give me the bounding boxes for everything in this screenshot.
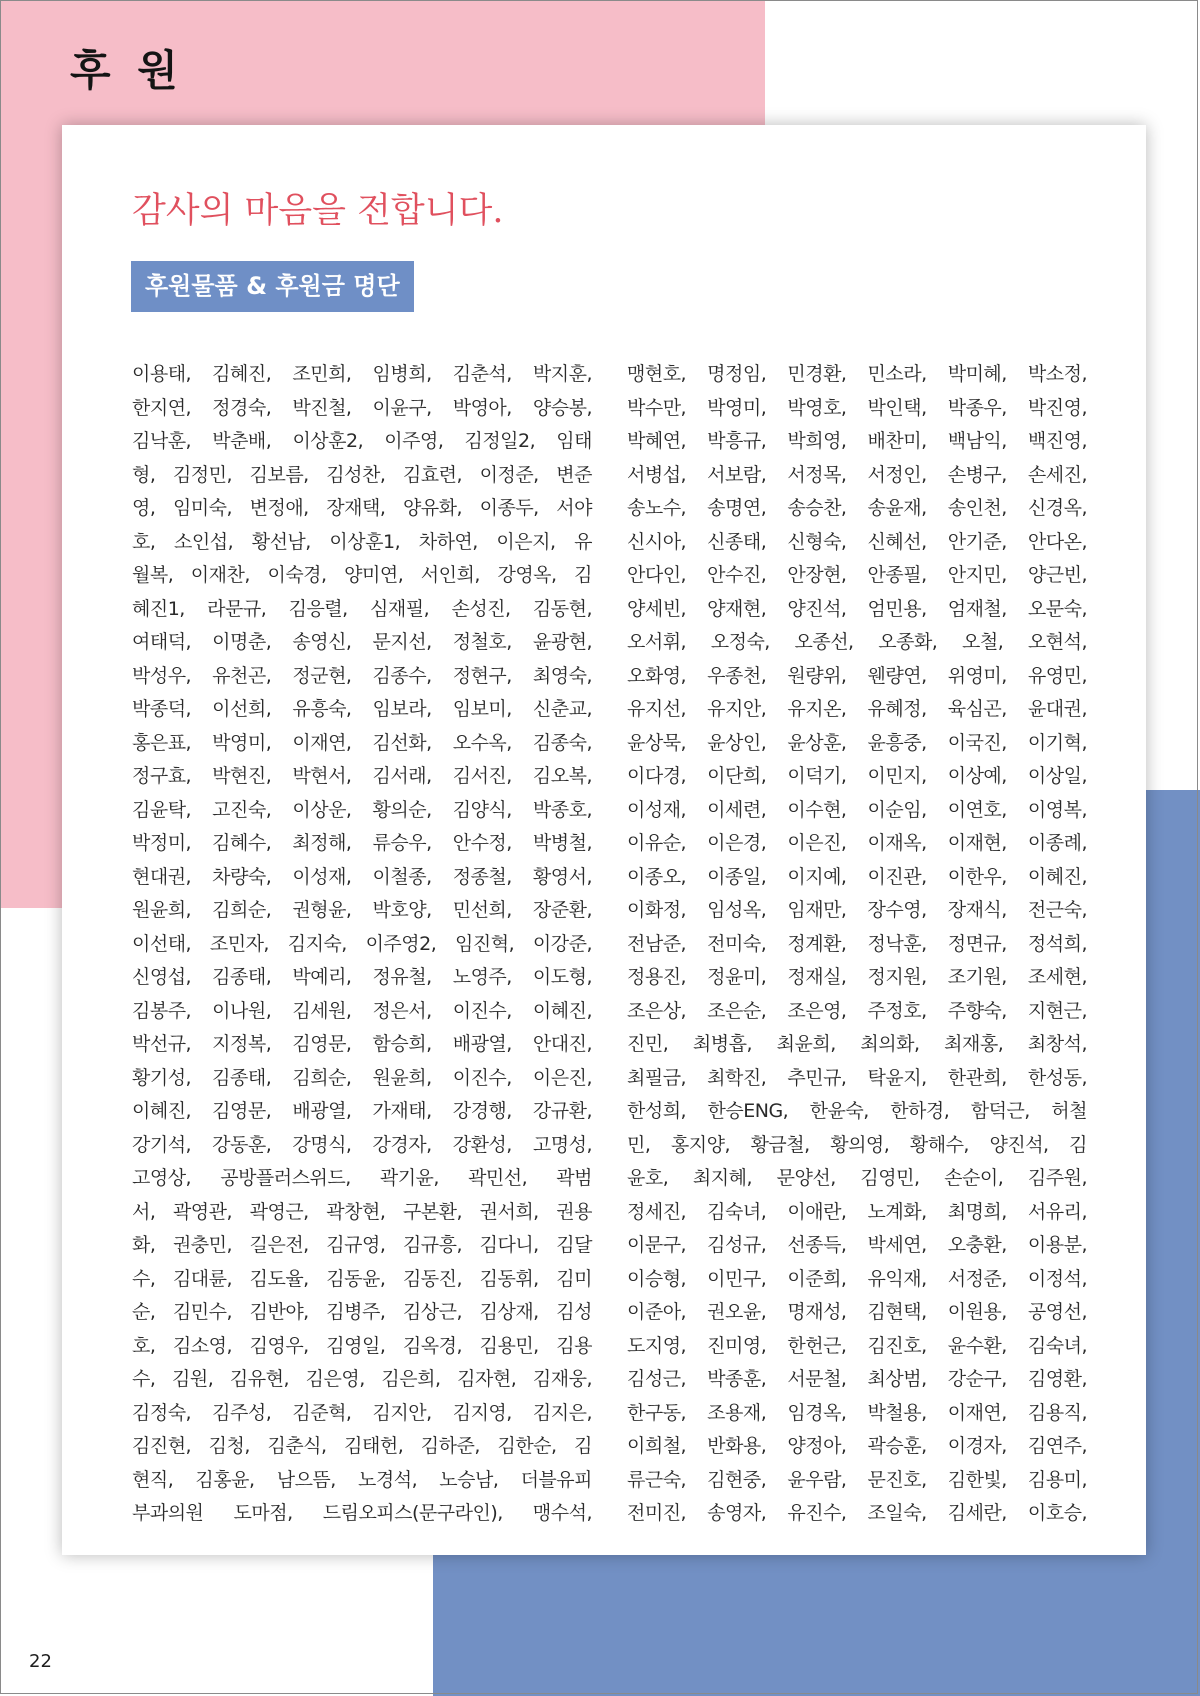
section-title: 후 원	[70, 46, 184, 95]
donor-names-line: 윤상묵, 윤상인, 윤상훈, 윤흥중, 이국진, 이기혁,	[627, 731, 1087, 754]
donor-names-line: 월복, 이재찬, 이숙경, 양미연, 서인희, 강영옥, 김	[132, 564, 592, 586]
donor-names-line: 박혜연, 박흥규, 박희영, 배찬미, 백남익, 백진영,	[627, 430, 1087, 452]
donor-names-line: 김정숙, 김주성, 김준혁, 김지안, 김지영, 김지은,	[132, 1401, 592, 1424]
donor-names-line: 이준아, 권오윤, 명재성, 김현택, 이원용, 공영선,	[627, 1301, 1087, 1323]
donor-names-line: 부과의원 도마점, 드림오피스(문구라인), 맹수석,	[132, 1502, 592, 1524]
donor-names-line: 강기석, 강동훈, 강명식, 강경자, 강환성, 고명성,	[132, 1133, 592, 1156]
donor-names-line: 유지선, 유지안, 유지온, 유혜정, 육심곤, 윤대권,	[627, 698, 1087, 720]
donor-names-line: 호, 김소영, 김영우, 김영일, 김옥경, 김용민, 김용	[132, 1334, 592, 1357]
donor-names-line: 이희철, 반화용, 양정아, 곽승훈, 이경자, 김연주,	[627, 1435, 1087, 1457]
donor-names-line: 박수만, 박영미, 박영호, 박인택, 박종우, 박진영,	[627, 396, 1087, 419]
donor-names-line: 맹현호, 명정임, 민경환, 민소라, 박미혜, 박소정,	[627, 363, 1087, 385]
donor-names-line: 서병섭, 서보람, 서정목, 서정인, 손병구, 손세진,	[627, 463, 1087, 486]
donor-names-line: 한지연, 정경숙, 박진철, 이윤구, 박영아, 양승봉,	[132, 396, 592, 419]
donor-names-line: 양세빈, 양재현, 양진석, 엄민용, 엄재철, 오문숙,	[627, 597, 1087, 620]
donor-names-line: 신시아, 신종태, 신형숙, 신혜선, 안기준, 안다온,	[627, 530, 1087, 553]
donor-names-line: 민, 홍지양, 황금철, 황의영, 황해수, 양진석, 김	[627, 1133, 1087, 1156]
donor-names-line: 김성근, 박종훈, 서문철, 최상범, 강순구, 김영환,	[627, 1368, 1087, 1390]
donor-names-line: 혜진1, 라문규, 김응렬, 심재필, 손성진, 김동현,	[132, 597, 592, 620]
donor-names-line: 순, 김민수, 김반야, 김병주, 김상근, 김상재, 김성	[132, 1301, 592, 1323]
donor-names-line: 박종덕, 이선희, 유흥숙, 임보라, 임보미, 신춘교,	[132, 698, 592, 720]
donor-names-line: 최필금, 최학진, 추민규, 탁윤지, 한관희, 한성동,	[627, 1066, 1087, 1089]
donor-names-line: 오서휘, 오정숙, 오종선, 오종화, 오철, 오현석,	[627, 631, 1087, 653]
donor-names-line: 황기성, 김종태, 김희순, 원윤희, 이진수, 이은진,	[132, 1066, 592, 1089]
donor-names-line: 이종오, 이종일, 이지예, 이진관, 이한우, 이혜진,	[627, 865, 1087, 888]
donor-names-line: 이용태, 김혜진, 조민희, 임병희, 김춘석, 박지훈,	[132, 363, 592, 385]
donor-names-line: 김윤탁, 고진숙, 이상운, 황의순, 김양식, 박종호,	[132, 798, 592, 821]
donor-names-line: 여태덕, 이명춘, 송영신, 문지선, 정철호, 윤광현,	[132, 631, 592, 653]
donor-names-line: 도지영, 진미영, 한헌근, 김진호, 윤수환, 김숙녀,	[627, 1334, 1087, 1357]
donor-names-line: 이선태, 조민자, 김지숙, 이주영2, 임진혁, 이강준,	[132, 932, 592, 955]
donor-names-line: 현대권, 차량숙, 이성재, 이철종, 정종철, 황영서,	[132, 865, 592, 888]
donor-names-line: 송노수, 송명연, 송승찬, 송윤재, 송인천, 신경옥,	[627, 497, 1087, 519]
donor-names-line: 정세진, 김숙녀, 이애란, 노계화, 최명희, 서유리,	[627, 1200, 1087, 1223]
donor-names-line: 이혜진, 김영문, 배광열, 가재태, 강경행, 강규환,	[132, 1100, 592, 1122]
donor-names-line: 윤호, 최지혜, 문양선, 김영민, 손순이, 김주원,	[627, 1167, 1087, 1189]
thanks-headline: 감사의 마음을 전합니다.	[132, 191, 504, 231]
donor-names-line: 김진현, 김청, 김춘식, 김태헌, 김하준, 김한순, 김	[132, 1435, 592, 1457]
donor-names-line: 한성희, 한승ENG, 한윤숙, 한하경, 함덕근, 허철	[627, 1100, 1087, 1122]
donor-names-line: 박성우, 유천곤, 정군현, 김종수, 정현구, 최영숙,	[132, 664, 592, 687]
donor-list-badge: 후원물품 & 후원금 명단	[131, 261, 414, 312]
donor-names-line: 수, 김대륜, 김도율, 김동윤, 김동진, 김동휘, 김미	[132, 1267, 592, 1290]
donor-names-line: 박선규, 지정복, 김영문, 함승희, 배광열, 안대진,	[132, 1033, 592, 1055]
donor-names-line: 조은상, 조은순, 조은영, 주정호, 주향숙, 지현근,	[627, 999, 1087, 1022]
donor-names-line: 박정미, 김혜수, 최정해, 류승우, 안수정, 박병철,	[132, 832, 592, 854]
donor-names-right-column	[627, 358, 1087, 1531]
donor-names-line: 이화정, 임성옥, 임재만, 장수영, 장재식, 전근숙,	[627, 899, 1087, 921]
donor-names-line: 오화영, 우종천, 원량위, 웬량연, 위영미, 유영민,	[627, 664, 1087, 687]
donor-names-line: 안다인, 안수진, 안장현, 안종필, 안지민, 양근빈,	[627, 564, 1087, 586]
donor-names-line: 형, 김정민, 김보름, 김성찬, 김효련, 이정준, 변준	[132, 463, 592, 486]
donor-names-line: 진민, 최병흡, 최윤희, 최의화, 최재홍, 최창석,	[627, 1033, 1087, 1055]
donor-names-line: 신영섭, 김종태, 박예리, 정유철, 노영주, 이도형,	[132, 966, 592, 988]
donor-names-line: 이유순, 이은경, 이은진, 이재옥, 이재현, 이종례,	[627, 832, 1087, 854]
donor-names-line: 이문구, 김성규, 선종득, 박세연, 오충환, 이용분,	[627, 1234, 1087, 1256]
donor-names-line: 영, 임미숙, 변정애, 장재택, 양유화, 이종두, 서야	[132, 497, 592, 519]
donor-names-line: 이성재, 이세련, 이수현, 이순임, 이연호, 이영복,	[627, 798, 1087, 821]
page-number: 22	[29, 1651, 52, 1672]
donor-names-line: 호, 소인섭, 황선남, 이상훈1, 차하연, 이은지, 유	[132, 530, 592, 553]
donor-names-left-column	[132, 358, 592, 1531]
donor-names-line: 전미진, 송영자, 유진수, 조일숙, 김세란, 이호승,	[627, 1502, 1087, 1524]
donor-names-line: 화, 권충민, 길은전, 김규영, 김규흥, 김다니, 김달	[132, 1234, 592, 1256]
donor-names-line: 김낙훈, 박춘배, 이상훈2, 이주영, 김정일2, 임태	[132, 430, 592, 452]
donor-names-line: 류근숙, 김현중, 윤우람, 문진호, 김한빛, 김용미,	[627, 1468, 1087, 1491]
donor-names-line: 김봉주, 이나원, 김세원, 정은서, 이진수, 이혜진,	[132, 999, 592, 1022]
donor-names-line: 수, 김원, 김유현, 김은영, 김은희, 김자현, 김재웅,	[132, 1368, 592, 1390]
donor-names-line: 정구효, 박현진, 박현서, 김서래, 김서진, 김오복,	[132, 765, 592, 787]
donor-names-line: 정용진, 정윤미, 정재실, 정지원, 조기원, 조세현,	[627, 966, 1087, 988]
donor-names-line: 홍은표, 박영미, 이재연, 김선화, 오수옥, 김종숙,	[132, 731, 592, 754]
donor-names-line: 원윤희, 김희순, 권형윤, 박호양, 민선희, 장준환,	[132, 899, 592, 921]
donor-names-line: 이승형, 이민구, 이준희, 유익재, 서정준, 이정석,	[627, 1267, 1087, 1290]
donor-names-line: 고영상, 공방플러스위드, 곽기윤, 곽민선, 곽범	[132, 1167, 592, 1189]
donor-card	[62, 125, 1146, 1555]
donor-names-line: 서, 곽영관, 곽영근, 곽창현, 구본환, 권서희, 권용	[132, 1200, 592, 1223]
donor-names-line: 한구동, 조용재, 임경옥, 박철용, 이재연, 김용직,	[627, 1401, 1087, 1424]
donor-names-line: 이다경, 이단희, 이덕기, 이민지, 이상예, 이상일,	[627, 765, 1087, 787]
donor-names-line: 전남준, 전미숙, 정계환, 정낙훈, 정면규, 정석희,	[627, 932, 1087, 955]
donor-names-line: 현직, 김홍윤, 남으뜸, 노경석, 노승남, 더블유피	[132, 1468, 592, 1491]
